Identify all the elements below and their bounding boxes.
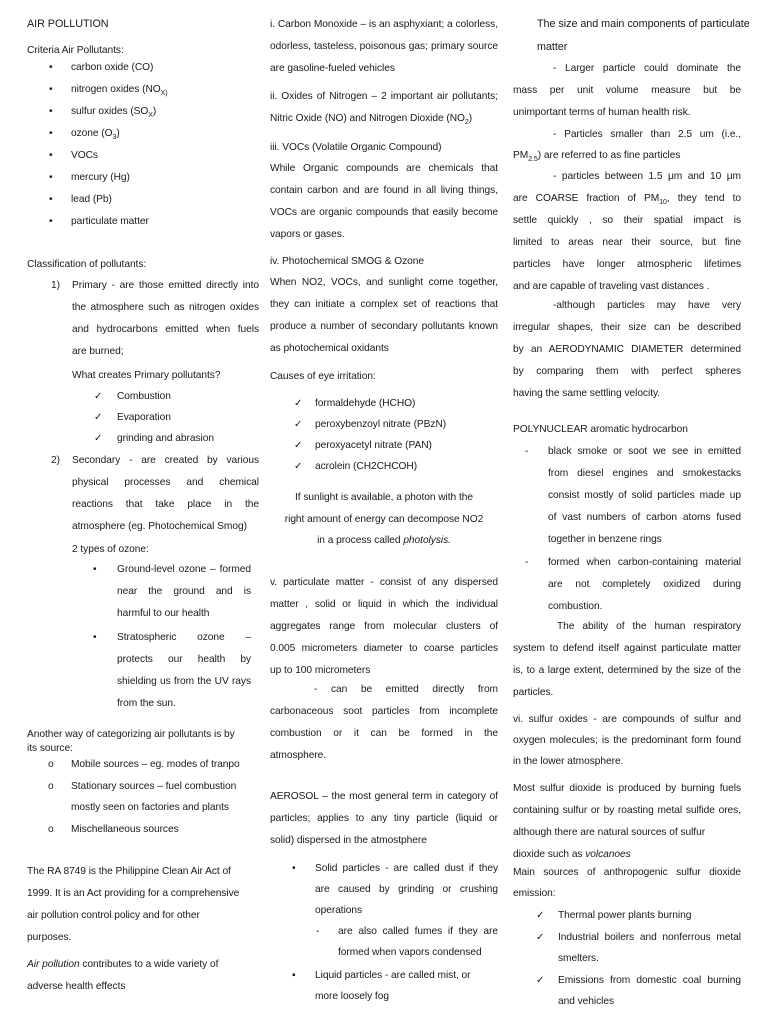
- criteria-item: VOCs: [71, 150, 98, 161]
- dash-icon: -: [316, 926, 320, 937]
- sulfur-dioxide-line: containing sulfur or by roasting metal sulfide ores,: [513, 805, 741, 816]
- photon-line-2: right amount of energy can decompose NO2: [284, 514, 484, 525]
- photon-line-3: in a process called photolysis.: [317, 535, 451, 546]
- emission-source-line: Industrial boilers and nonferrous metal: [558, 932, 741, 943]
- criteria-item: lead (Pb): [71, 194, 112, 205]
- aerosol-line: AEROSOL – the most general term in category of: [270, 791, 498, 802]
- coarse-line-2: are COARSE fraction of $PM_{10}$, they tend to: [513, 193, 741, 207]
- sulfur-oxides-line: vi. sulfur oxides - are compounds of sulfur and: [513, 714, 741, 725]
- cause-item: Combustion: [117, 391, 171, 402]
- paragraph-line: and hydrocarbons emitted when fuels: [72, 324, 259, 335]
- criteria-item: nitrogen oxides ($NO_{X)}$: [71, 84, 168, 98]
- square-bullet-icon: ▪: [292, 970, 296, 981]
- smog-line: as photochemical oxidants: [270, 343, 389, 354]
- criteria-item: mercury (Hg): [71, 172, 130, 183]
- source-heading-line: Another way of categorizing air pollutants is by: [27, 729, 235, 740]
- aerosol-line: solid) dispersed in the atmostphere: [270, 835, 427, 846]
- bullet-icon: •: [93, 564, 97, 575]
- pm-line: matter , solid or liquid in which the individual: [270, 599, 498, 610]
- criteria-item: particulate matter: [71, 216, 149, 227]
- check-icon: ✓: [536, 932, 545, 943]
- ozone-heading: 2 types of ozone:: [72, 544, 149, 555]
- sulfur-oxides-line: oxygen molecules; is the predominant form found: [513, 735, 741, 746]
- smog-line: When NO2, VOCs, and sunlight come together,: [270, 277, 498, 288]
- ozone-type-line: Ground-level ozone – formed: [117, 564, 251, 575]
- bullet-icon: •: [49, 128, 53, 139]
- primary-number: 1): [51, 280, 60, 291]
- paragraph-line: Secondary - are created by various: [72, 455, 259, 466]
- pm-emission-line: carbonaceous soot particles from incomplete: [270, 706, 498, 717]
- circle-bullet-icon: o: [48, 759, 54, 770]
- eye-irritant-item: formaldehyde (HCHO): [315, 398, 416, 409]
- larger-particle-line: - Larger particle could dominate the: [553, 63, 741, 74]
- fine-particles-line-1: - Particles smaller than 2.5 um (i.e.,: [553, 129, 741, 140]
- volcanoes-term: volcanoes: [585, 849, 631, 860]
- liquid-particles-line: more loosely fog: [315, 991, 389, 1002]
- source-item-line: Mischellaneous sources: [71, 824, 179, 835]
- paragraph-line: are burned;: [72, 346, 124, 357]
- size-heading-line: matter: [537, 41, 568, 53]
- voc-line: vapors or gases.: [270, 229, 345, 240]
- polynuclear-line: consist mostly of solid particles made up: [548, 490, 741, 501]
- criteria-item: sulfur oxides $(SO_X)$: [71, 106, 157, 120]
- circle-bullet-icon: o: [48, 824, 54, 835]
- bullet-icon: •: [49, 194, 53, 205]
- dash-icon: -: [525, 557, 529, 568]
- aerodynamic-line: by comparing them with perfect spheres: [513, 366, 741, 377]
- pm-line: up to 100 micrometers: [270, 665, 371, 676]
- aerodynamic-line: having the same settling velocity.: [513, 388, 661, 399]
- larger-particle-line: unimportant terms of human health risk.: [513, 107, 691, 118]
- ra-line: purposes.: [27, 932, 72, 943]
- eye-irritant-item: peroxyacetyl nitrate (PAN): [315, 440, 432, 451]
- polynuclear-line: from diesel engines and smokestacks: [548, 468, 741, 479]
- nitrogen-oxides-line-1: ii. Oxides of Nitrogen – 2 important air pollutants;: [270, 91, 498, 102]
- main-sources-line: emission:: [513, 888, 556, 899]
- ozone-type-line: shielding us from the UV rays: [117, 676, 251, 687]
- primary-question: What creates Primary pollutants?: [72, 370, 221, 381]
- ra-line: air pollution control policy and for other: [27, 910, 200, 921]
- paragraph-line: atmosphere (eg. Photochemical Smog): [72, 521, 247, 532]
- source-item-line: mostly seen on factories and plants: [71, 802, 229, 813]
- ozone-type-line: near the ground and is: [117, 586, 251, 597]
- cause-item: Evaporation: [117, 412, 171, 423]
- bullet-icon: •: [93, 632, 97, 643]
- respiratory-line: is, to a large extent, determined by the size of the: [513, 665, 741, 676]
- paragraph-line: the atmosphere such as nitrogen oxides: [72, 302, 259, 313]
- criteria-item: carbon oxide (CO): [71, 62, 154, 73]
- aerosol-line: particles; applies to any tiny particle (liquid or: [270, 813, 498, 824]
- check-icon: ✓: [94, 412, 103, 423]
- pm-line: v. particulate matter - consist of any dispersed: [270, 577, 498, 588]
- larger-particle-line: mass per unit volume measure but be: [513, 85, 741, 96]
- sulfur-dioxide-last-line: dioxide such as volcanoes: [513, 849, 631, 860]
- ozone-type-line: from the sun.: [117, 698, 176, 709]
- voc-line: VOCs are organic compounds that easily become: [270, 207, 498, 218]
- coarse-line: particles have longer atmospheric lifetimes: [513, 259, 741, 270]
- bullet-icon: •: [292, 863, 296, 874]
- voc-line: contain carbon and are found in all living things,: [270, 185, 498, 196]
- coarse-line: limited to areas near their source, but fine: [513, 237, 741, 248]
- criteria-heading: Criteria Air Pollutants:: [27, 45, 124, 56]
- emission-source-line: and vehicles: [558, 996, 615, 1007]
- photolysis-term: photolysis.: [403, 535, 451, 546]
- emission-source-line: Emissions from domestic coal burning: [558, 975, 741, 986]
- ozone-type-line: protects our health by: [117, 654, 251, 665]
- polynuclear-line: are not completely oxidized during: [548, 579, 741, 590]
- eye-irritant-item: acrolein (CH2CHCOH): [315, 461, 418, 472]
- health-effects-line-2: adverse health effects: [27, 981, 126, 992]
- pm-line: aggregates range from molecular clusters of: [270, 621, 498, 632]
- check-icon: ✓: [94, 433, 103, 444]
- bullet-icon: •: [49, 106, 53, 117]
- pm-emission-line: combustion or it can be formed in the: [270, 728, 498, 739]
- check-icon: ✓: [294, 398, 303, 409]
- respiratory-line: system to defend itself against particulate matter: [513, 643, 741, 654]
- co-line: odorless, tasteless, poisonous gas; primary source: [270, 41, 498, 52]
- voc-line: While Organic compounds are chemicals that: [270, 163, 498, 174]
- check-icon: ✓: [294, 419, 303, 430]
- smog-line: produce a number of secondary pollutants known: [270, 321, 498, 332]
- bullet-icon: •: [49, 150, 53, 161]
- check-icon: ✓: [294, 461, 303, 472]
- aerodynamic-line: irregular shapes, their size can be described: [513, 322, 741, 333]
- fumes-line: are also called fumes if they are: [338, 926, 498, 937]
- liquid-particles-line: Liquid particles - are called mist, or: [315, 970, 471, 981]
- check-icon: ✓: [94, 391, 103, 402]
- photon-line-1: If sunlight is available, a photon with the: [295, 492, 473, 503]
- paragraph-line: reactions that take place in the: [72, 499, 259, 510]
- coarse-line: settle quickly , so their spatial impact is: [513, 215, 741, 226]
- fumes-line: formed when vapors condensed: [338, 947, 482, 958]
- bullet-icon: •: [49, 84, 53, 95]
- classification-heading: Classification of pollutants:: [27, 259, 147, 270]
- dash-icon: -: [525, 446, 529, 457]
- ra-line: The RA 8749 is the Philippine Clean Air Act of: [27, 866, 231, 877]
- smog-line: they can initiate a complex set of reactions that: [270, 299, 498, 310]
- check-icon: ✓: [536, 910, 545, 921]
- eye-irritant-item: peroxybenzoyl nitrate (PBzN): [315, 419, 447, 430]
- polynuclear-line: together in benzene rings: [548, 534, 662, 545]
- ozone-type-line: Stratospheric ozone –: [117, 632, 251, 643]
- size-heading-line: The size and main components of particulate: [537, 18, 750, 30]
- solid-particles-line: are caused by grinding or crushing: [315, 884, 498, 895]
- smog-heading: iv. Photochemical SMOG & Ozone: [270, 256, 425, 267]
- paragraph-line: physical processes and chemical: [72, 477, 259, 488]
- nitrogen-oxides-line-2: Nitric Oxide (NO) and Nitrogen Dioxide $(NO_2)$: [270, 113, 473, 127]
- respiratory-line: particles.: [513, 687, 554, 698]
- source-item-line: Stationary sources – fuel combustion: [71, 781, 237, 792]
- source-heading-line: its source:: [27, 743, 73, 754]
- secondary-number: 2): [51, 455, 60, 466]
- bullet-icon: •: [49, 62, 53, 73]
- ra-line: 1999. It is an Act providing for a comprehensive: [27, 888, 240, 899]
- emission-source-line: Thermal power plants burning: [558, 910, 692, 921]
- main-sources-line: Main sources of anthropogenic sulfur dioxide: [513, 867, 741, 878]
- co-line: are gasoline-fueled vehicles: [270, 63, 395, 74]
- sulfur-dioxide-line: although there are natural sources of sulfur: [513, 827, 706, 838]
- polynuclear-line: black smoke or soot we see in emitted: [548, 446, 741, 457]
- bullet-icon: •: [49, 172, 53, 183]
- aerodynamic-line: -although particles may have very: [553, 300, 741, 311]
- polynuclear-line: combustion.: [548, 601, 603, 612]
- co-line: i. Carbon Monoxide – is an asphyxiant; a colorless,: [270, 19, 498, 30]
- aerodynamic-line: by an AERODYNAMIC DIAMETER determined: [513, 344, 741, 355]
- paragraph-line: Primary - are those emitted directly into: [72, 280, 259, 291]
- cause-item: grinding and abrasion: [117, 433, 214, 444]
- document-title: AIR POLLUTION: [27, 18, 109, 30]
- check-icon: ✓: [536, 975, 545, 986]
- sulfur-oxides-line: in the lower atmosphere.: [513, 756, 624, 767]
- coarse-line: and are capable of traveling vast distances .: [513, 281, 710, 292]
- fine-particles-line-2: $PM_{2.5}$) are referred to as fine particles: [513, 150, 681, 164]
- source-item-line: Mobile sources – eg. modes of tranpo: [71, 759, 240, 770]
- circle-bullet-icon: o: [48, 781, 54, 792]
- solid-particles-line: Solid particles - are called dust if they: [315, 863, 498, 874]
- pm-emission-line: - can be emitted directly from: [314, 684, 498, 695]
- criteria-item: ozone $(O_3)$: [71, 128, 120, 142]
- polynuclear-heading: POLYNUCLEAR aromatic hydrocarbon: [513, 424, 688, 435]
- coarse-line-1: - particles between 1.5 μm and 10 μm: [553, 171, 741, 182]
- pm-emission-line: atmosphere.: [270, 750, 327, 761]
- voc-heading: iii. VOCs (Volatile Organic Compound): [270, 142, 442, 153]
- sulfur-dioxide-line: Most sulfur dioxide is produced by burning fuels: [513, 783, 741, 794]
- bullet-icon: •: [49, 216, 53, 227]
- polynuclear-line: of vast numbers of carbon atoms fused: [548, 512, 741, 523]
- air-pollution-italic: Air pollution: [27, 959, 80, 970]
- eye-irritation-heading: Causes of eye irritation:: [270, 371, 376, 382]
- solid-particles-line: operations: [315, 905, 363, 916]
- polynuclear-line: formed when carbon-containing material: [548, 557, 741, 568]
- health-effects-line: Air pollution contributes to a wide variety of: [27, 959, 219, 970]
- pm-line: 0.005 micrometers diameter to coarse particles: [270, 643, 498, 654]
- respiratory-line: The ability of the human respiratory: [557, 621, 741, 632]
- ozone-type-line: harmful to our health: [117, 608, 210, 619]
- emission-source-line: smelters.: [558, 953, 599, 964]
- check-icon: ✓: [294, 440, 303, 451]
